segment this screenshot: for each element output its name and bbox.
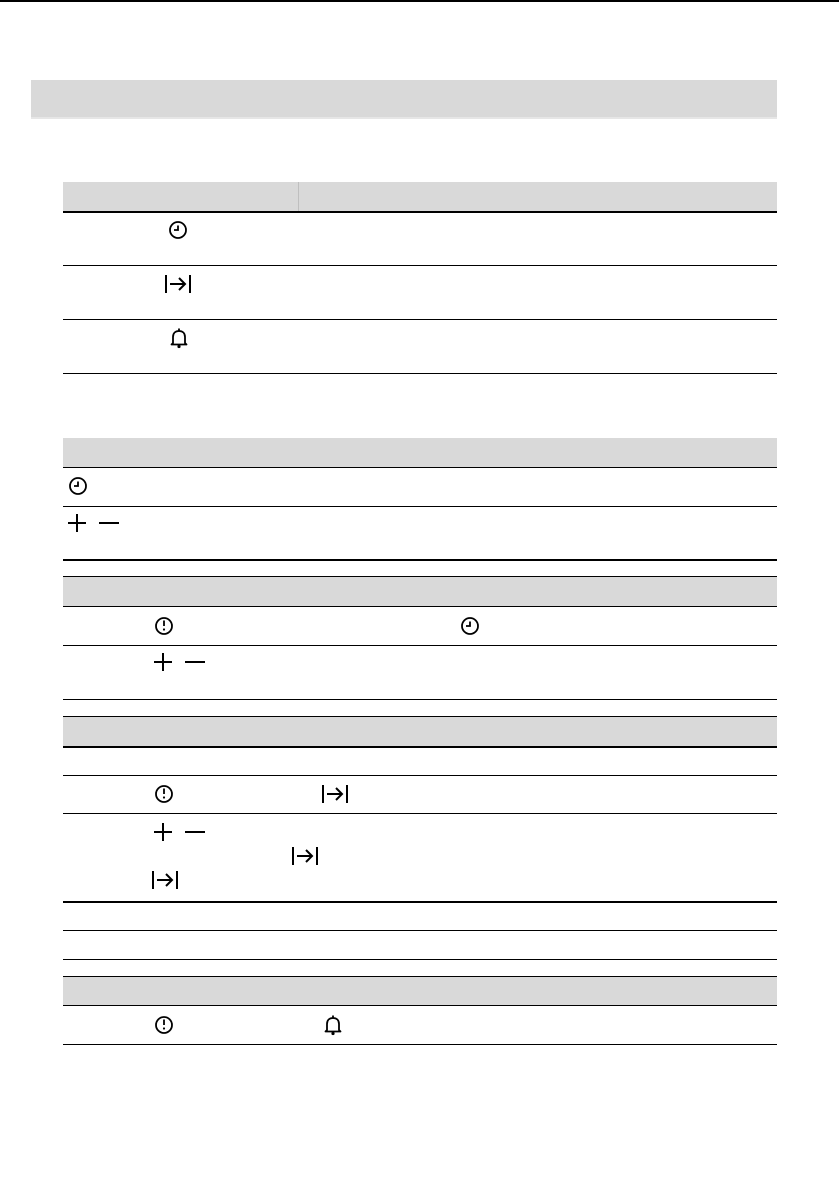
bell-icon xyxy=(323,1014,343,1036)
minus-icon xyxy=(184,822,206,842)
timer-icon xyxy=(153,783,175,805)
minus-icon xyxy=(184,652,206,672)
plus-icon xyxy=(153,652,173,672)
timer-icon xyxy=(153,1014,175,1036)
top-rule xyxy=(0,0,839,2)
table-header xyxy=(63,577,777,606)
table-header xyxy=(63,977,777,1005)
table-header-rule xyxy=(63,746,777,748)
clock-icon xyxy=(67,475,89,497)
table-header-divider xyxy=(298,182,299,211)
clock-icon xyxy=(167,219,189,241)
arrow-to-bar-icon xyxy=(164,273,192,295)
table-bottom-rule xyxy=(63,959,777,960)
table-header xyxy=(63,438,777,467)
row-rule xyxy=(63,319,777,320)
table-bottom-rule xyxy=(63,559,777,561)
timer-icon xyxy=(153,615,175,637)
row-rule xyxy=(63,506,777,507)
minus-icon xyxy=(98,513,120,533)
row-rule xyxy=(63,930,777,931)
section-header-underline xyxy=(31,117,777,119)
table-header xyxy=(63,717,777,746)
table-header-rule xyxy=(63,211,777,213)
row-rule xyxy=(63,265,777,266)
row-rule xyxy=(63,775,777,776)
section-header-band xyxy=(31,80,777,117)
table-header-rule xyxy=(63,606,777,607)
arrow-to-bar-icon xyxy=(321,783,349,805)
arrow-to-bar-icon xyxy=(291,845,319,867)
table-bottom-rule xyxy=(63,373,777,374)
bell-icon xyxy=(169,327,189,349)
table-header xyxy=(63,182,777,211)
table-bottom-rule xyxy=(63,699,777,700)
table-header-rule xyxy=(63,467,777,468)
clock-icon xyxy=(459,615,481,637)
row-rule xyxy=(63,901,777,903)
row-rule xyxy=(63,813,777,814)
plus-icon xyxy=(153,822,173,842)
arrow-to-bar-icon xyxy=(151,869,179,891)
row-rule xyxy=(63,645,777,646)
table-header-rule xyxy=(63,1005,777,1006)
table-bottom-rule xyxy=(63,1044,777,1045)
plus-icon xyxy=(67,513,87,533)
